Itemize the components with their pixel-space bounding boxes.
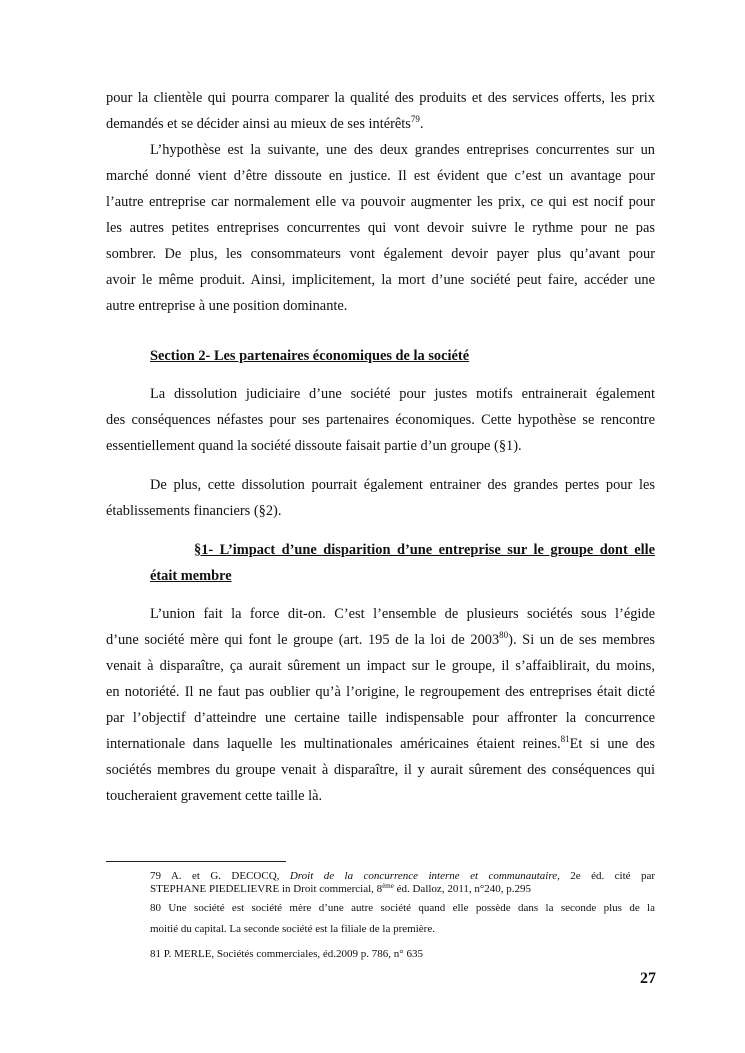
subsection-1-heading: [150, 537, 655, 589]
text-line: par l’objectif d’atteindre une certaine taille indispensable pour affronter la concurrence: [106, 710, 655, 726]
footnote-80: [150, 898, 655, 940]
text-line: L’hypothèse est la suivante, une des deux grandes entreprises concurrentes sur un: [150, 142, 655, 158]
paragraph-1: [106, 85, 655, 137]
paragraph-4: [106, 472, 655, 524]
text-line: pour la clientèle qui pourra comparer la qualité des produits et des services offerts, les prix: [106, 90, 655, 106]
footnote-81: 81 P. MERLE, Sociétés commerciales, éd.2009 p. 786, n° 635: [150, 948, 423, 960]
text-line: les autres petites entreprises concurrentes qui vont devoir suivre le rythme pour ne pas: [106, 220, 655, 236]
text-line: L’union fait la force dit-on. C’est l’ensemble de plusieurs sociétés sous l’égide: [150, 606, 655, 622]
footnote-line: 79 A. et G. DECOCQ, Droit de la concurrence interne et communautaire, 2e éd. cité par: [150, 870, 655, 882]
footnote-ref-80[interactable]: 80: [499, 630, 509, 640]
text-line: avoir le même produit. Ainsi, implicitement, la mort d’une société peut faire, accéder une: [106, 272, 655, 288]
heading-line: §1- L’impact d’une disparition d’une entreprise sur le groupe dont elle: [194, 542, 655, 558]
heading-line: était membre: [150, 568, 232, 584]
text-line: sombrer. De plus, les consommateurs vont également devoir payer plus qu’avant pour: [106, 246, 655, 262]
section-2-heading: Section 2- Les partenaires économiques de la société: [150, 348, 470, 364]
footnote-line: 80 Une société est société mère d’une autre société quand elle possède dans la seconde plus de la: [150, 902, 655, 914]
text-line: autre entreprise à une position dominante.: [106, 298, 348, 314]
footnote-79: [150, 870, 655, 896]
paragraph-5: [106, 601, 655, 809]
text-line: l’autre entreprise car normalement elle va pouvoir augmenter les prix, ce qui est nocif pour: [106, 194, 655, 210]
footnote-line: STEPHANE PIEDELIEVRE in Droit commercial, 8ème éd. Dalloz, 2011, n°240, p.295: [150, 882, 532, 895]
footnote-line: moitié du capital. La seconde société est la filiale de la première.: [150, 923, 435, 935]
page-number: 27: [640, 970, 656, 987]
footnote-ref-79[interactable]: 79: [410, 114, 420, 124]
text-line: sociétés membres du groupe venait à disparaître, il y aurait sûrement des conséquences qui: [106, 762, 655, 778]
text-line: venait à disparaître, ça aurait sûrement un impact sur le groupe, il s’affaiblirait, du moins,: [106, 658, 655, 674]
text-line: demandés et se décider ainsi au mieux de ses intérêts$^{79}$.: [106, 114, 424, 132]
paragraph-3: [106, 381, 655, 459]
text-line: marché donné vient d’être dissoute en justice. Il est évident que c’est un avantage pour: [106, 168, 655, 184]
paragraph-2: [106, 137, 655, 319]
text-line: De plus, cette dissolution pourrait également entrainer des grandes pertes pour les: [150, 477, 655, 493]
footnote-separator: [106, 861, 286, 862]
footnote-ref-81[interactable]: 81: [560, 734, 570, 744]
text-line: établissements financiers (§2).: [106, 503, 282, 519]
text-line: des conséquences néfastes pour ses partenaires économiques. Cette hypothèse se rencontre: [106, 412, 655, 428]
text-line: internationale dans laquelle les multinationales américaines étaient reines.$^{81}$Et si une des: [106, 734, 655, 752]
text-line: d’une société mère qui font le groupe (art. 195 de la loi de 2003$^{80}$). Si un de ses membres: [106, 630, 655, 648]
text-line: essentiellement quand la société dissoute faisait partie d’un groupe (§1).: [106, 438, 522, 454]
text-line: toucheraient gravement cette taille là.: [106, 788, 323, 804]
text-line: La dissolution judiciaire d’une société pour justes motifs entrainerait également: [150, 386, 655, 402]
text-line: en notoriété. Il ne faut pas oublier qu’à l’origine, le regroupement des entreprises était dicté: [106, 684, 655, 700]
